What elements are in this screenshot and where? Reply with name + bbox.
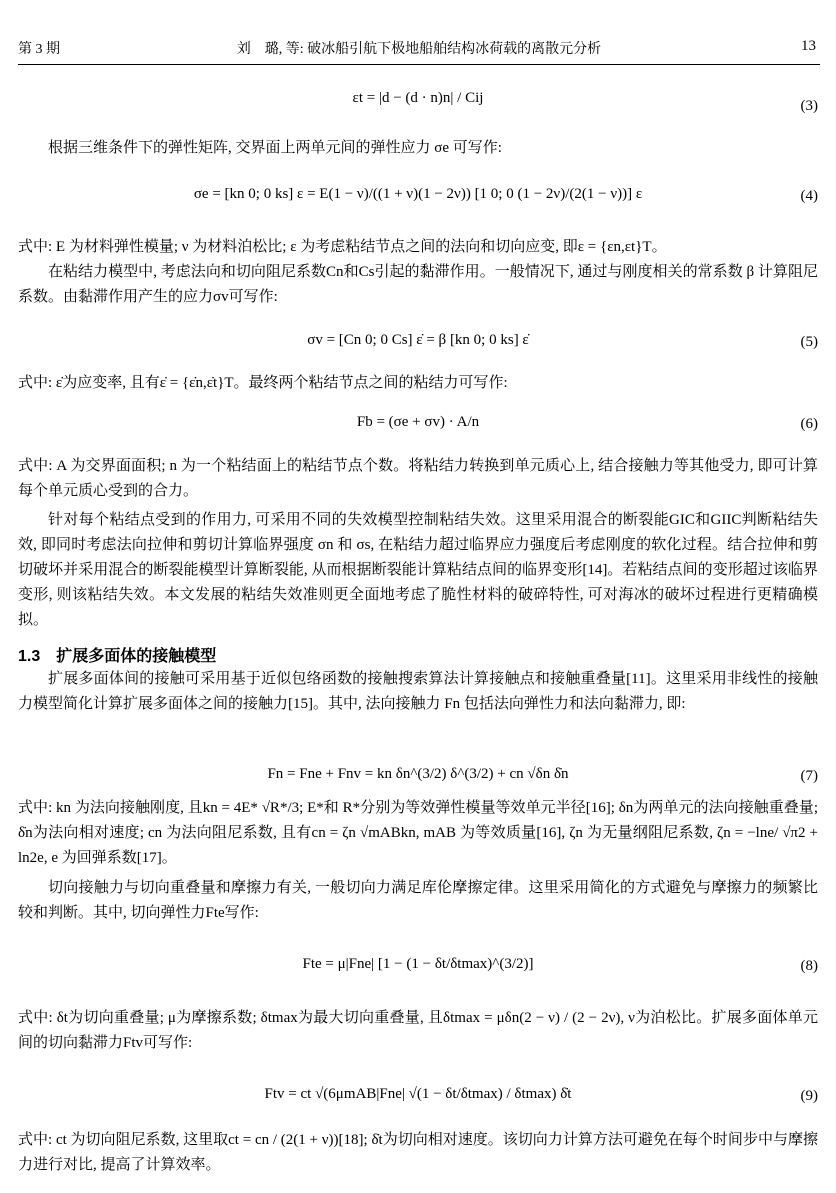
equation-8 [0, 932, 836, 996]
running-header [18, 38, 820, 64]
equation-9 [0, 1066, 836, 1124]
equation-5-number: (5) [800, 334, 818, 350]
equation-8-text: Fte = μ|Fne| [1 − (1 − δt/δtmax)^(3/2)] [302, 956, 534, 972]
equation-8-number: (8) [800, 958, 818, 974]
paragraph-tangential-force: 切向接触力与切向重叠量和摩擦力有关, 一般切向力满足库伦摩擦定律。这里采用简化的方式避免与摩擦力的频繁比较和判断。其中, 切向弹性力Fte写作: [18, 880, 818, 921]
paragraph-eq8-notes: 式中: δt为切向重叠量; μ为摩擦系数; δtmax为最大切向重叠量, 且δtmax = μδn(2 − ν) / (2 − 2ν), ν为泊松比。扩展多面体单元间的切向黏滞力Ftv可写作: [18, 1010, 818, 1051]
equation-7-number: (7) [800, 768, 818, 784]
running-title: 刘 璐, 等: 破冰船引航下极地船舶结构冰荷载的离散元分析 [236, 42, 602, 57]
equation-7 [0, 752, 836, 798]
equation-3-text: εt = |d − (d · n)n| / Cij [352, 90, 484, 106]
equation-5-text: σv = [Cn 0; 0 Cs] ε̇ = β [kn 0; 0 ks] ε̇ [307, 332, 529, 348]
paragraph-eq6-notes: 式中: A 为交界面面积; n 为一个粘结面上的粘结节点个数。将粘结力转换到单元质心上, 结合接触力等其他受力, 即可计算每个单元质心受到的合力。 [18, 458, 818, 499]
equation-6-number: (6) [800, 416, 818, 432]
equation-6-text: Fb = (σe + σv) · A/n [356, 414, 480, 430]
paragraph-damping: 在粘结力模型中, 考虑法向和切向阻尼系数Cn和Cs引起的黏滞作用。一般情况下, 通过与刚度相关的常系数 β 计算阻尼系数。由黏滞作用产生的应力σv可写作: [18, 264, 818, 305]
paragraph-eq4-notes: 式中: E 为材料弹性模量; ν 为材料泊松比; ε 为考虑粘结节点之间的法向和切向应变, 即ε = {εn,εt}T。 [18, 239, 667, 255]
equation-3-number: (3) [800, 98, 818, 114]
equation-5 [0, 324, 836, 364]
paragraph-elastic-stress: 根据三维条件下的弹性矩阵, 交界面上两单元间的弹性应力 σe 可写作: [48, 140, 502, 156]
issue-number: 第 3 期 [18, 42, 60, 57]
equation-9-number: (9) [800, 1088, 818, 1104]
equation-7-text: Fn = Fne + Fnv = kn δn^(3/2) δ^(3/2) + cn √δn δ̇n [267, 766, 569, 782]
equation-6 [0, 404, 836, 448]
page-number: 13 [801, 38, 816, 54]
equation-4-number: (4) [800, 188, 818, 204]
paragraph-eq5-notes: 式中: ε̇为应变率, 且有ε̇ = {ε̇n,ε̇t}T。最终两个粘结节点之间的粘结力可写作: [18, 375, 508, 391]
header-rule [18, 64, 820, 65]
paragraph-eq7-notes: 式中: kn 为法向接触刚度, 且kn = 4E* √R*/3; E*和 R*分别为等效弹性模量等效单元半径[16]; δn为两单元的法向接触重叠量; δ̇n为法向相对速度; cn 为法向阻尼系数, 且有cn = ζn √mABkn, mAB 为等效质量[16], ζn 为无量纲阻尼系数, ζn = −lne/ √π2 + ln2e, e 为回弹系数[17]。 [18, 800, 818, 866]
equation-9-text: Ftv = ct √(6μmAB|Fne| √(1 − δt/δtmax) / δtmax) δ̇t [264, 1086, 572, 1102]
equation-3 [0, 88, 836, 132]
paragraph-failure-model: 针对每个粘结点受到的作用力, 可采用不同的失效模型控制粘结失效。这里采用混合的断裂能GIC和GIIC判断粘结失效, 即同时考虑法向拉伸和剪切计算临界强度 σn 和 σs, 在粘结力超过临界应力强度后考虑刚度的软化过程。结合拉伸和剪切破坏并采用混合的断裂能模型计算断裂能, 从而根据断裂能计算粘结点间的临界变形[14]。若粘结点间的变形超过该临界变形, 则该粘结失效。本文发展的粘结失效准则更全面地考虑了脆性材料的破碎特性, 可对海冰的破坏过程进行更精确模拟。 [18, 512, 818, 628]
section-heading-1-3: 1.3 扩展多面体的接触模型 [18, 648, 217, 665]
equation-4 [0, 172, 836, 228]
equation-4-text: σe = [kn 0; 0 ks] ε = E(1 − ν)/((1 + ν)(1 − 2ν)) [1 0; 0 (1 − 2ν)/(2(1 − ν))] ε [193, 186, 643, 202]
paragraph-contact-search: 扩展多面体间的接触可采用基于近似包络函数的接触搜索算法计算接触点和接触重叠量[11]。这里采用非线性的接触力模型简化计算扩展多面体之间的接触力[15]。其中, 法向接触力 Fn 包括法向弹性力和法向黏滞力, 即: [18, 671, 818, 712]
paragraph-eq9-notes: 式中: ct 为切向阻尼系数, 这里取ct = cn / (2(1 + ν))[18]; δ̇t为切向相对速度。该切向力计算方法可避免在每个时间步中与摩擦力进行对比, 提高了计算效率。 [18, 1132, 818, 1173]
